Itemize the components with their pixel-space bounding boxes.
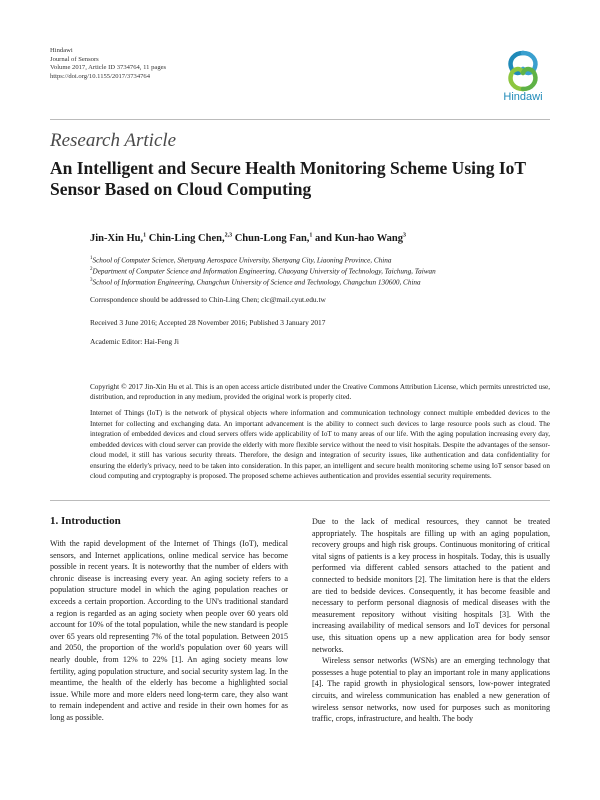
hindawi-logo-icon: [497, 50, 549, 92]
author-list: [90, 232, 406, 244]
affiliation: $^3$School of Information Engineering, Changchun University of Science and Technology, Changchun 130600, China: [90, 278, 421, 287]
right-column: [312, 516, 550, 725]
section-heading: 1. Introduction: [50, 515, 121, 527]
header-divider: [50, 119, 550, 120]
author: and Kun-hao Wang$^3$: [315, 232, 406, 244]
affiliation: $^1$School of Computer Science, Shenyang Aerospace University, Shenyang City, Liaoning Province, China: [90, 256, 392, 265]
copyright-notice: Copyright © 2017 Jin-Xin Hu et al. This is an open access article distributed under the Creative Commons Attribution License, which permits unrestricted use, distribution, and reproduction in any medium, provided the original work is properly cited.: [90, 383, 550, 401]
paragraph: Due to the lack of medical resources, they cannot be treated appropriately. The hospitals are filling up with an aging population, recovery groups and high risk groups. Continuous monitoring of critical vital signs of patients is a key process in hospitals. Today, this is usually performed via different cabled sensors attached to the patient and connected to bedside monitors [2]. The limitation here is that the elders are tied to bedside devices. Consequently, it has become feasible and necessary to perform personal diagnosis of medical diseases with the measurement repository without visiting hospitals [3]. With the increasing availability of medical sensors and IoT devices for personal use, this situation opens up a new application area for body sensor networks.: [312, 517, 550, 654]
academic-editor: Academic Editor: Hai-Feng Ji: [90, 337, 179, 346]
journal-name: Journal of Sensors: [50, 55, 99, 63]
paragraph: Wireless sensor networks (WSNs) are an emerging technology that possesses a huge potential to play an important role in many applications [4]. The rapid growth in physiological sensors, low-power integrated circuits, and wireless communication has enabled a new generation of wireless sensor networks, now used for purposes such as monitoring traffic, crops, infrastructure, and health. The body: [312, 656, 550, 724]
paper-title: An Intelligent and Secure Health Monitoring Scheme Using IoT Sensor Based on Cloud Computing: [50, 158, 526, 199]
correspondence: Correspondence should be addressed to Chin-Ling Chen; clc@mail.cyut.edu.tw: [90, 295, 326, 304]
author: Chin-Ling Chen,$^{2,3}$: [148, 232, 233, 244]
publication-dates: Received 3 June 2016; Accepted 28 November 2016; Published 3 January 2017: [90, 318, 326, 327]
abstract-divider: [50, 500, 550, 501]
volume-line: Volume 2017, Article ID 3734764, 11 pages: [50, 64, 167, 72]
article-type: Research Article: [50, 130, 177, 151]
paragraph: With the rapid development of the Internet of Things (IoT), medical sensors, and Internet applications, online medical service has become possible in recent years. It is noteworthy that the number of elders with chronic disease is increasing every year. An aging society refers to a population structure model in which the aging population reaches or exceeds a certain proportion. According to the UN's traditional standard a region is regarded as an aging society when people over 60 years old account for 10% of the total population, while the new standard is people over 65 years old representing 7% of the total population. Between 2015 and 2050, the proportion of the world's population over 60 years will nearly double, from 12% to 22% [1]. An aging society means low fertility, aging population structure, and social security system lag. In the meantime, the health of the elderly has become a highlighted social issue. While more and more elders need long-term care, they also want to remain independent and active and reside in their own homes for as long as possible.: [50, 539, 288, 722]
hindawi-logo: [497, 50, 549, 110]
left-column: [50, 538, 288, 724]
author: Jin-Xin Hu,$^1$: [90, 232, 147, 244]
abstract: Internet of Things (IoT) is the network of physical objects where information and communication technology connect multiple embedded devices to the Internet for collecting and exchanging data. An important advancement is the ability to connect such devices to large resource pools such as cloud. The integration of embedded devices and cloud servers offers wide applicability of IoT to many areas of our life. With the aging population increasing every day, embedded devices with cloud server can provide the elderly with more flexible service without the need to visit hospitals. Despite the advantages of the sensor-cloud model, it still has various security threats. Therefore, the design and integration of security issues, like authentication and data confidentiality for ensuring the elderly's privacy, need to be taken into consideration. In this paper, an intelligent and secure health monitoring scheme using IoT sensor based on cloud computing and cryptography is proposed. The proposed scheme achieves authentication and provides essential security requirements.: [90, 409, 550, 480]
affiliation: $^2$Department of Computer Science and Information Engineering, Chaoyang University of Technology, Taichung, Taiwan: [90, 267, 436, 276]
journal-meta: [50, 47, 166, 81]
publisher-name: Hindawi: [50, 47, 73, 54]
doi-link[interactable]: https://doi.org/10.1155/2017/3734764: [50, 72, 151, 80]
author: Chun-Long Fan,$^1$: [234, 232, 313, 244]
logo-text: Hindawi: [503, 91, 543, 103]
